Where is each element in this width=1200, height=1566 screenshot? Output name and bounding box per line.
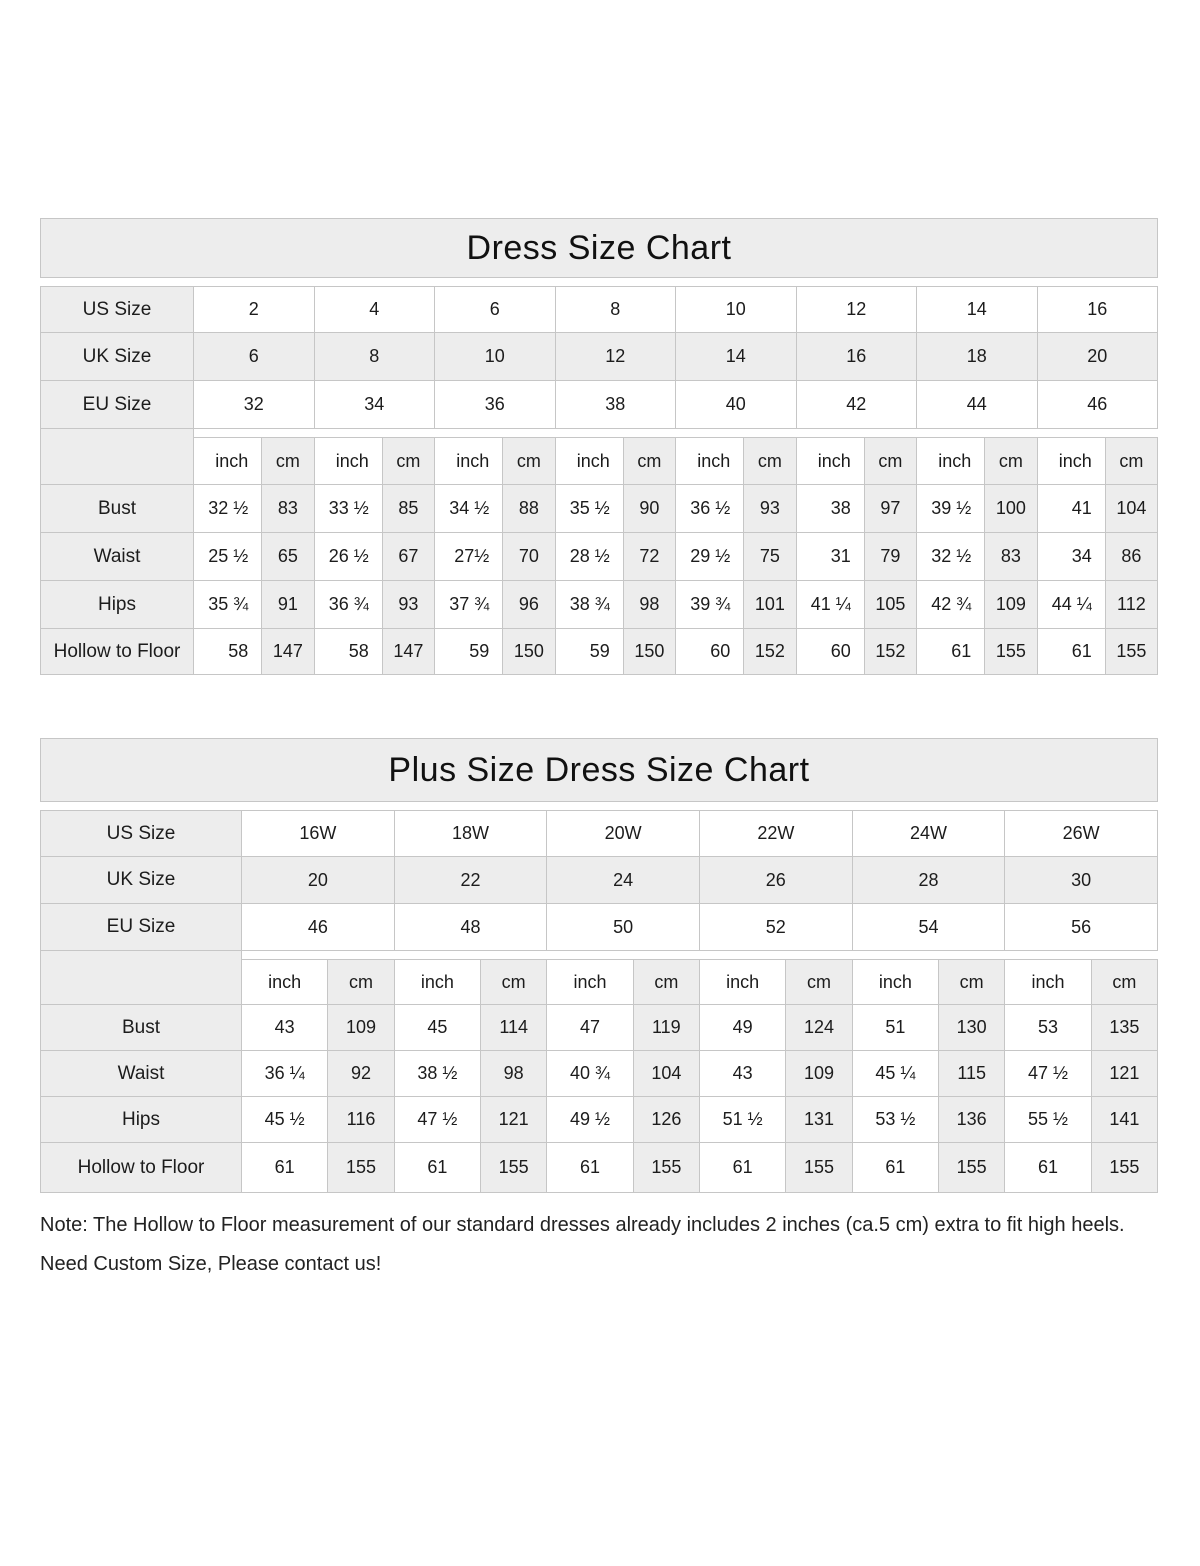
measurement-cm-cell: 155 (786, 1143, 852, 1193)
size-value-cell: 28 (853, 857, 1006, 904)
size-value-cell: 12 (797, 286, 918, 333)
unit-inch-cell: inch (242, 959, 328, 1005)
measurement-inch-cell: 49 (700, 1005, 786, 1051)
measurement-cm-cell: 96 (503, 581, 555, 629)
measurement-cm-cell: 155 (1106, 629, 1158, 675)
unit-inch-cell: inch (547, 959, 633, 1005)
measurement-cm-cell: 65 (262, 533, 314, 581)
measurement-inch-cell: 49 ½ (547, 1097, 633, 1143)
measurement-inch-cell: 35 ¾ (194, 581, 262, 629)
measurement-inch-cell: 58 (315, 629, 383, 675)
measurement-cm-cell: 109 (786, 1051, 852, 1097)
measurement-inch-cell: 61 (242, 1143, 328, 1193)
measurement-cm-cell: 72 (624, 533, 676, 581)
unit-cm-cell: cm (786, 959, 852, 1005)
standard-chart-grid (40, 286, 1158, 675)
measurement-cm-cell: 90 (624, 485, 676, 533)
measurement-inch-cell: 42 ¾ (917, 581, 985, 629)
measurement-inch-cell: 61 (917, 629, 985, 675)
measurement-inch-cell: 51 ½ (700, 1097, 786, 1143)
measurement-cm-cell: 85 (383, 485, 435, 533)
size-value-cell: 10 (676, 286, 797, 333)
unit-inch-cell: inch (194, 437, 262, 485)
unit-inch-cell: inch (1005, 959, 1091, 1005)
size-value-cell: 44 (917, 381, 1038, 429)
measurement-cm-cell: 155 (939, 1143, 1005, 1193)
measurement-cm-cell: 152 (865, 629, 917, 675)
measurement-cm-cell: 98 (624, 581, 676, 629)
measurement-cm-cell: 86 (1106, 533, 1158, 581)
measurement-cm-cell: 141 (1092, 1097, 1158, 1143)
size-row-label: US Size (40, 286, 194, 333)
divider-label-cell (40, 429, 194, 437)
size-value-cell: 42 (797, 381, 918, 429)
size-value-cell: 16W (242, 810, 395, 857)
size-value-cell: 52 (700, 904, 853, 951)
size-value-cell: 26W (1005, 810, 1158, 857)
measurement-inch-cell: 36 ¼ (242, 1051, 328, 1097)
measurement-inch-cell: 41 ¼ (797, 581, 865, 629)
size-value-cell: 24 (547, 857, 700, 904)
measurement-inch-cell: 45 ½ (242, 1097, 328, 1143)
measurement-row-label: Waist (40, 1051, 242, 1097)
measurement-inch-cell: 38 ¾ (556, 581, 624, 629)
measurement-cm-cell: 147 (383, 629, 435, 675)
measurement-cm-cell: 150 (503, 629, 555, 675)
size-value-cell: 14 (676, 333, 797, 381)
measurement-cm-cell: 131 (786, 1097, 852, 1143)
size-value-cell: 4 (315, 286, 436, 333)
measurement-inch-cell: 40 ¾ (547, 1051, 633, 1097)
measurement-cm-cell: 70 (503, 533, 555, 581)
measurement-inch-cell: 45 ¼ (853, 1051, 939, 1097)
measurement-inch-cell: 60 (676, 629, 744, 675)
unit-cm-cell: cm (1106, 437, 1158, 485)
unit-inch-cell: inch (853, 959, 939, 1005)
measurement-inch-cell: 61 (547, 1143, 633, 1193)
size-value-cell: 8 (556, 286, 677, 333)
measurement-inch-cell: 28 ½ (556, 533, 624, 581)
measurement-inch-cell: 38 ½ (395, 1051, 481, 1097)
measurement-inch-cell: 34 ½ (435, 485, 503, 533)
measurement-inch-cell: 45 (395, 1005, 481, 1051)
measurement-inch-cell: 59 (556, 629, 624, 675)
measurement-inch-cell: 47 ½ (1005, 1051, 1091, 1097)
unit-cm-cell: cm (624, 437, 676, 485)
size-value-cell: 16 (1038, 286, 1159, 333)
measurement-cm-cell: 119 (634, 1005, 700, 1051)
measurement-inch-cell: 58 (194, 629, 262, 675)
size-value-cell: 36 (435, 381, 556, 429)
unit-inch-cell: inch (556, 437, 624, 485)
unit-cm-cell: cm (262, 437, 314, 485)
size-value-cell: 12 (556, 333, 677, 381)
size-value-cell: 22W (700, 810, 853, 857)
measurement-row-label: Waist (40, 533, 194, 581)
plus-chart-title-bar (40, 738, 1158, 802)
unit-cm-cell: cm (985, 437, 1037, 485)
measurement-cm-cell: 155 (634, 1143, 700, 1193)
measurement-inch-cell: 61 (700, 1143, 786, 1193)
unit-cm-cell: cm (383, 437, 435, 485)
measurement-cm-cell: 98 (481, 1051, 547, 1097)
unit-row-label-cell (40, 959, 242, 1005)
size-value-cell: 40 (676, 381, 797, 429)
size-value-cell: 34 (315, 381, 436, 429)
unit-cm-cell: cm (481, 959, 547, 1005)
unit-inch-cell: inch (395, 959, 481, 1005)
size-value-cell: 6 (435, 286, 556, 333)
size-value-cell: 24W (853, 810, 1006, 857)
size-value-cell: 56 (1005, 904, 1158, 951)
measurement-row-label: Bust (40, 1005, 242, 1051)
measurement-cm-cell: 93 (383, 581, 435, 629)
unit-inch-cell: inch (797, 437, 865, 485)
measurement-cm-cell: 155 (985, 629, 1037, 675)
size-value-cell: 48 (395, 904, 548, 951)
measurement-row-label: Hips (40, 1097, 242, 1143)
divider-gap (242, 951, 1158, 959)
unit-inch-cell: inch (315, 437, 383, 485)
measurement-inch-cell: 37 ¾ (435, 581, 503, 629)
measurement-inch-cell: 53 ½ (853, 1097, 939, 1143)
unit-row-label-cell (40, 437, 194, 485)
measurement-cm-cell: 155 (328, 1143, 394, 1193)
measurement-cm-cell: 150 (624, 629, 676, 675)
measurement-row-label: Hollow to Floor (40, 629, 194, 675)
measurement-cm-cell: 101 (744, 581, 796, 629)
measurement-row-label: Hollow to Floor (40, 1143, 242, 1193)
measurement-inch-cell: 32 ½ (194, 485, 262, 533)
measurement-cm-cell: 92 (328, 1051, 394, 1097)
measurement-inch-cell: 55 ½ (1005, 1097, 1091, 1143)
size-value-cell: 50 (547, 904, 700, 951)
unit-cm-cell: cm (865, 437, 917, 485)
note-line-1: Note: The Hollow to Floor measurement of our standard dresses already includes 2 inches (ca.5 cm) extra to fit high heels. (40, 1214, 1125, 1236)
size-value-cell: 18W (395, 810, 548, 857)
measurement-inch-cell: 39 ¾ (676, 581, 744, 629)
standard-chart-title: Dress Size Chart (466, 228, 732, 267)
measurement-inch-cell: 61 (1005, 1143, 1091, 1193)
measurement-inch-cell: 36 ½ (676, 485, 744, 533)
size-value-cell: 20 (242, 857, 395, 904)
measurement-cm-cell: 93 (744, 485, 796, 533)
measurement-inch-cell: 26 ½ (315, 533, 383, 581)
measurement-cm-cell: 105 (865, 581, 917, 629)
measurement-inch-cell: 29 ½ (676, 533, 744, 581)
measurement-cm-cell: 104 (634, 1051, 700, 1097)
standard-chart-title-bar (40, 218, 1158, 278)
measurement-inch-cell: 36 ¾ (315, 581, 383, 629)
measurement-cm-cell: 79 (865, 533, 917, 581)
measurement-cm-cell: 83 (262, 485, 314, 533)
measurement-cm-cell: 109 (985, 581, 1037, 629)
measurement-cm-cell: 83 (985, 533, 1037, 581)
unit-cm-cell: cm (503, 437, 555, 485)
measurement-cm-cell: 112 (1106, 581, 1158, 629)
plus-chart-title: Plus Size Dress Size Chart (388, 750, 810, 789)
measurement-inch-cell: 39 ½ (917, 485, 985, 533)
measurement-cm-cell: 126 (634, 1097, 700, 1143)
unit-inch-cell: inch (676, 437, 744, 485)
measurement-cm-cell: 100 (985, 485, 1037, 533)
size-value-cell: 46 (242, 904, 395, 951)
unit-cm-cell: cm (744, 437, 796, 485)
measurement-cm-cell: 155 (1092, 1143, 1158, 1193)
size-value-cell: 20W (547, 810, 700, 857)
size-value-cell: 32 (194, 381, 315, 429)
unit-cm-cell: cm (328, 959, 394, 1005)
size-value-cell: 18 (917, 333, 1038, 381)
size-value-cell: 16 (797, 333, 918, 381)
measurement-inch-cell: 43 (242, 1005, 328, 1051)
divider-gap (194, 429, 1158, 437)
size-value-cell: 22 (395, 857, 548, 904)
unit-inch-cell: inch (917, 437, 985, 485)
measurement-inch-cell: 41 (1038, 485, 1106, 533)
size-value-cell: 30 (1005, 857, 1158, 904)
size-value-cell: 26 (700, 857, 853, 904)
unit-cm-cell: cm (634, 959, 700, 1005)
size-value-cell: 8 (315, 333, 436, 381)
size-row-label: EU Size (40, 904, 242, 951)
size-row-label: US Size (40, 810, 242, 857)
measurement-inch-cell: 43 (700, 1051, 786, 1097)
divider-label-cell (40, 951, 242, 959)
title-divider-gap (40, 278, 1158, 286)
measurement-inch-cell: 47 ½ (395, 1097, 481, 1143)
measurement-inch-cell: 47 (547, 1005, 633, 1051)
measurement-inch-cell: 33 ½ (315, 485, 383, 533)
size-value-cell: 14 (917, 286, 1038, 333)
measurement-cm-cell: 97 (865, 485, 917, 533)
size-row-label: UK Size (40, 333, 194, 381)
note (40, 1206, 1160, 1284)
measurement-inch-cell: 35 ½ (556, 485, 624, 533)
size-value-cell: 20 (1038, 333, 1159, 381)
size-row-label: EU Size (40, 381, 194, 429)
measurement-inch-cell: 31 (797, 533, 865, 581)
size-value-cell: 46 (1038, 381, 1159, 429)
measurement-row-label: Hips (40, 581, 194, 629)
plus-size-chart (40, 738, 1158, 1193)
size-row-label: UK Size (40, 857, 242, 904)
measurement-cm-cell: 91 (262, 581, 314, 629)
measurement-cm-cell: 88 (503, 485, 555, 533)
size-value-cell: 6 (194, 333, 315, 381)
measurement-inch-cell: 61 (1038, 629, 1106, 675)
note-line-2: Need Custom Size, Please contact us! (40, 1253, 382, 1275)
measurement-cm-cell: 115 (939, 1051, 1005, 1097)
measurement-inch-cell: 53 (1005, 1005, 1091, 1051)
measurement-cm-cell: 109 (328, 1005, 394, 1051)
unit-inch-cell: inch (435, 437, 503, 485)
measurement-cm-cell: 152 (744, 629, 796, 675)
plus-chart-grid (40, 810, 1158, 1193)
measurement-inch-cell: 59 (435, 629, 503, 675)
title-divider-gap (40, 802, 1158, 810)
measurement-row-label: Bust (40, 485, 194, 533)
measurement-inch-cell: 34 (1038, 533, 1106, 581)
measurement-cm-cell: 136 (939, 1097, 1005, 1143)
measurement-inch-cell: 27½ (435, 533, 503, 581)
size-value-cell: 10 (435, 333, 556, 381)
unit-inch-cell: inch (1038, 437, 1106, 485)
measurement-cm-cell: 114 (481, 1005, 547, 1051)
measurement-inch-cell: 61 (853, 1143, 939, 1193)
unit-inch-cell: inch (700, 959, 786, 1005)
measurement-cm-cell: 75 (744, 533, 796, 581)
unit-cm-cell: cm (939, 959, 1005, 1005)
measurement-cm-cell: 67 (383, 533, 435, 581)
size-value-cell: 54 (853, 904, 1006, 951)
measurement-inch-cell: 32 ½ (917, 533, 985, 581)
measurement-cm-cell: 124 (786, 1005, 852, 1051)
measurement-cm-cell: 121 (481, 1097, 547, 1143)
measurement-cm-cell: 155 (481, 1143, 547, 1193)
unit-cm-cell: cm (1092, 959, 1158, 1005)
measurement-inch-cell: 38 (797, 485, 865, 533)
measurement-inch-cell: 44 ¼ (1038, 581, 1106, 629)
measurement-inch-cell: 25 ½ (194, 533, 262, 581)
measurement-cm-cell: 147 (262, 629, 314, 675)
measurement-cm-cell: 104 (1106, 485, 1158, 533)
measurement-cm-cell: 116 (328, 1097, 394, 1143)
measurement-inch-cell: 61 (395, 1143, 481, 1193)
size-value-cell: 2 (194, 286, 315, 333)
measurement-inch-cell: 60 (797, 629, 865, 675)
measurement-inch-cell: 51 (853, 1005, 939, 1051)
measurement-cm-cell: 130 (939, 1005, 1005, 1051)
standard-size-chart (40, 218, 1158, 675)
size-value-cell: 38 (556, 381, 677, 429)
measurement-cm-cell: 135 (1092, 1005, 1158, 1051)
measurement-cm-cell: 121 (1092, 1051, 1158, 1097)
